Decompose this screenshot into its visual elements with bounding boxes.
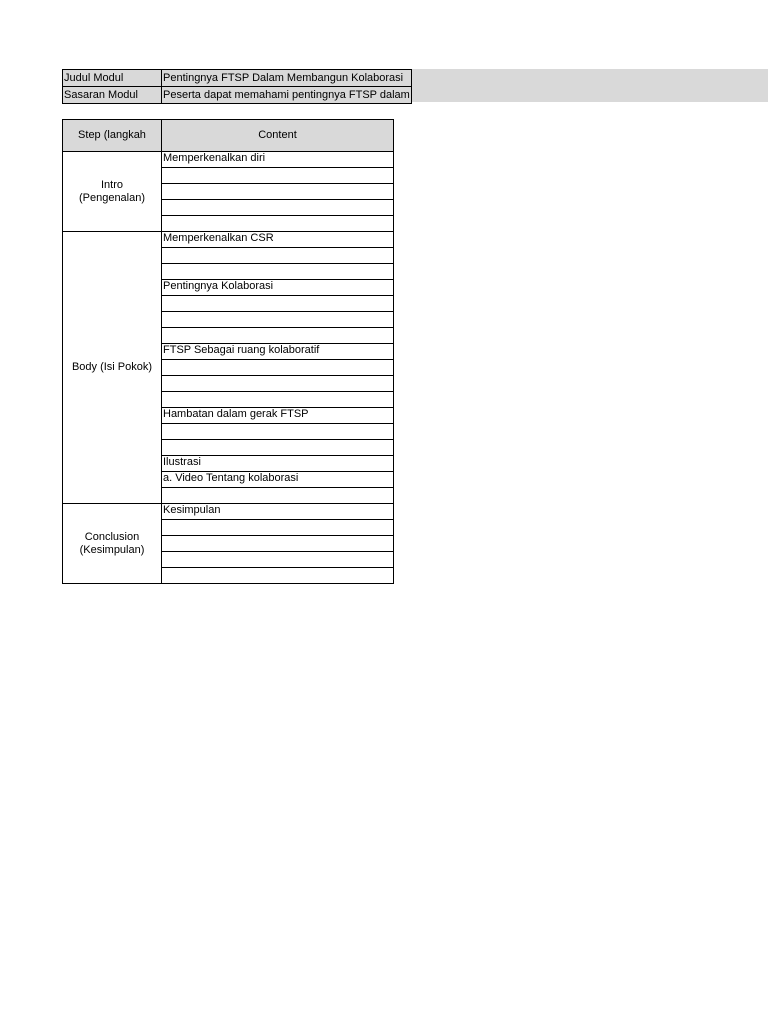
content-cell[interactable] <box>162 200 394 216</box>
step-cell[interactable]: Conclusion (Kesimpulan) <box>63 504 162 584</box>
content-cell[interactable] <box>162 552 394 568</box>
content-cell[interactable]: Pentingnya Kolaborasi <box>162 280 394 296</box>
content-cell[interactable] <box>162 536 394 552</box>
table-row <box>63 232 394 248</box>
content-cell[interactable] <box>162 296 394 312</box>
content-cell[interactable] <box>162 392 394 408</box>
content-cell[interactable] <box>162 328 394 344</box>
module-goal-value[interactable]: Peserta dapat memahami pentingnya FTSP dalam <box>162 87 412 104</box>
step-cell[interactable]: Intro (Pengenalan) <box>63 152 162 232</box>
content-cell[interactable]: Memperkenalkan diri <box>162 152 394 168</box>
module-goal-label[interactable]: Sasaran Modul <box>63 87 162 104</box>
content-cell[interactable] <box>162 168 394 184</box>
content-cell[interactable] <box>162 360 394 376</box>
content-cell[interactable]: Ilustrasi <box>162 456 394 472</box>
content-cell[interactable] <box>162 568 394 584</box>
table-row <box>63 152 394 168</box>
content-cell[interactable] <box>162 376 394 392</box>
content-cell[interactable] <box>162 520 394 536</box>
content-cell[interactable] <box>162 264 394 280</box>
column-header-content[interactable]: Content <box>162 120 394 152</box>
content-cell[interactable]: a. Video Tentang kolaborasi <box>162 472 394 488</box>
content-cell[interactable]: Kesimpulan <box>162 504 394 520</box>
module-info-table <box>62 69 412 104</box>
content-cell[interactable]: Hambatan dalam gerak FTSP <box>162 408 394 424</box>
content-cell[interactable] <box>162 248 394 264</box>
header-band <box>393 69 768 102</box>
table-header-row <box>63 120 394 152</box>
lesson-plan-table <box>62 119 394 584</box>
content-cell[interactable] <box>162 184 394 200</box>
step-cell[interactable]: Body (Isi Pokok) <box>63 232 162 504</box>
content-cell[interactable] <box>162 312 394 328</box>
module-title-row <box>63 70 412 87</box>
table-row <box>63 504 394 520</box>
module-goal-row <box>63 87 412 104</box>
content-cell[interactable] <box>162 216 394 232</box>
content-cell[interactable]: FTSP Sebagai ruang kolaboratif <box>162 344 394 360</box>
column-header-step[interactable]: Step (langkah <box>63 120 162 152</box>
content-cell[interactable] <box>162 424 394 440</box>
content-cell[interactable]: Memperkenalkan CSR <box>162 232 394 248</box>
content-cell[interactable] <box>162 488 394 504</box>
content-cell[interactable] <box>162 440 394 456</box>
module-title-label[interactable]: Judul Modul <box>63 70 162 87</box>
module-title-value[interactable]: Pentingnya FTSP Dalam Membangun Kolaborasi <box>162 70 412 87</box>
